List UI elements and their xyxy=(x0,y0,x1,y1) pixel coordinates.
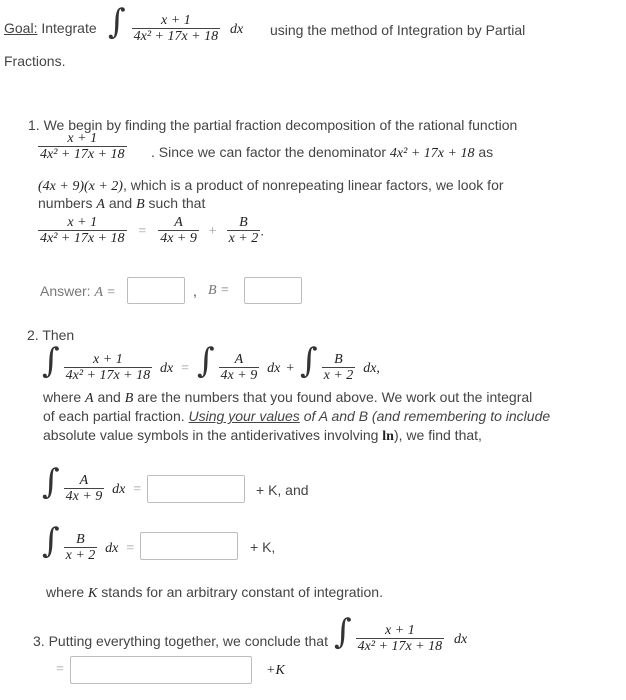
integral-sign-icon: ∫ xyxy=(42,462,60,502)
goal-fractions-text: Fractions. xyxy=(4,53,66,69)
integral-sign-icon: ∫ xyxy=(300,341,318,381)
step2-dx: dx xyxy=(160,361,174,376)
intA-plusK: + K, and xyxy=(256,482,309,498)
intA-numerator: A xyxy=(79,472,89,488)
answer-B-input[interactable] xyxy=(244,277,302,304)
integral-sign-icon: ∫ xyxy=(108,2,126,42)
step1-fraction xyxy=(38,131,127,164)
step2-values-link: Using your values xyxy=(188,408,300,424)
intA-equals: = xyxy=(133,482,142,497)
intB-equals: = xyxy=(126,541,135,556)
step2-K: K xyxy=(88,586,98,601)
goal-numerator: x + 1 xyxy=(161,12,191,28)
answer-A-input[interactable] xyxy=(127,277,185,304)
goal-integrate-text: Integrate xyxy=(41,20,97,36)
step3-plusK: +K xyxy=(266,663,285,678)
step3-dx: dx xyxy=(454,632,468,647)
step1-as-text: as xyxy=(478,144,494,160)
step1-numbers-line xyxy=(38,195,205,213)
integral-B-input[interactable] xyxy=(140,532,238,560)
goal-label-text: Goal: xyxy=(4,20,38,36)
intB-denominator: x + 2 xyxy=(65,548,96,564)
step2-equals: = xyxy=(181,361,190,376)
intA-dx: dx xyxy=(112,482,126,497)
answer-A-label: A = xyxy=(94,285,116,300)
step1-factor-line xyxy=(151,144,493,162)
step2-K-text: stands for an arbitrary constant of integration. xyxy=(101,584,383,600)
step2-and-text: and xyxy=(97,389,121,405)
step2-each-text: of each partial fraction. xyxy=(43,408,185,424)
answer-B-label: B = xyxy=(208,283,230,298)
step2-where-line xyxy=(43,389,532,407)
step1-equation xyxy=(38,215,264,248)
goal-denominator: 4x² + 17x + 18 xyxy=(133,29,219,45)
integral-B xyxy=(42,521,134,565)
step3-denominator: 4x² + 17x + 18 xyxy=(357,639,443,655)
step2-A-ref: A xyxy=(85,391,94,406)
step2-remember-text: of A and B (and remembering to include xyxy=(303,408,551,424)
final-answer-input[interactable] xyxy=(70,656,252,684)
step2-lhs-numerator: x + 1 xyxy=(93,351,123,367)
step2-A-numerator: A xyxy=(234,351,244,367)
eq-lhs-numerator: x + 1 xyxy=(67,215,98,230)
goal-label xyxy=(4,20,97,36)
integral-sign-icon: ∫ xyxy=(42,341,60,381)
eq-B-denominator: x + 2 xyxy=(228,231,259,247)
step1-intro: 1. We begin by finding the partial fraction decomposition of the rational function xyxy=(28,117,518,133)
step2-where-text: where xyxy=(43,389,82,405)
step2-abs-text: absolute value symbols in the antiderivatives involving xyxy=(43,427,379,443)
intA-denominator: 4x + 9 xyxy=(65,489,103,505)
step2-lhs-denominator: 4x² + 17x + 18 xyxy=(65,368,151,384)
step1-numbers-text: numbers xyxy=(38,195,93,211)
intB-plusK: + K, xyxy=(250,539,276,555)
integral-A-input[interactable] xyxy=(147,475,245,503)
step2-abs-line xyxy=(43,427,482,445)
eq-period: . xyxy=(260,222,265,239)
answer-comma: , xyxy=(193,283,197,299)
step3-equals: = xyxy=(56,662,64,677)
step2-K-line xyxy=(46,584,383,602)
step2-B-denominator: x + 2 xyxy=(323,368,354,384)
step1-numerator: x + 1 xyxy=(67,131,98,146)
goal-method-text: using the method of Integration by Partial xyxy=(270,22,526,38)
step1-poly: 4x² + 17x + 18 xyxy=(389,146,475,161)
step2-A-denominator: 4x + 9 xyxy=(220,368,258,384)
eq-lhs-denominator: 4x² + 17x + 18 xyxy=(40,231,125,247)
step1-and-text: and xyxy=(108,195,133,211)
goal-dx: dx xyxy=(230,22,244,37)
step1-such-text: such that xyxy=(148,195,206,211)
step3-integral xyxy=(334,612,467,656)
step3-text: 3. Putting everything together, we conclude that xyxy=(33,633,328,649)
step1-factored-line xyxy=(38,177,504,195)
step1-since-text: . Since we can factor the denominator xyxy=(151,144,387,160)
integral-sign-icon: ∫ xyxy=(42,521,60,561)
step1-B: B xyxy=(136,197,145,212)
step2-then: 2. Then xyxy=(27,327,75,343)
step2-equation xyxy=(42,341,380,385)
answer-text: Answer: xyxy=(40,283,91,299)
step3-numerator: x + 1 xyxy=(385,622,415,638)
step2-values-line xyxy=(43,408,550,424)
goal-fraction xyxy=(132,13,221,46)
integral-sign-icon: ∫ xyxy=(334,612,352,652)
step2-dx-end: dx, xyxy=(363,361,380,376)
step1-product-text: , which is a product of nonrepeating linear factors, we look for xyxy=(122,177,504,193)
step1-factored: (4x + 9)(x + 2) xyxy=(38,179,123,194)
step2-B-ref: B xyxy=(124,391,134,406)
answer-label xyxy=(40,283,116,301)
eq-A-numerator: A xyxy=(174,215,183,230)
step2-plus: + xyxy=(286,361,295,376)
goal-integral xyxy=(108,2,243,46)
step2-B-numerator: B xyxy=(334,351,343,367)
step2-K-where: where xyxy=(46,584,85,600)
step2-work-text: are the numbers that you found above. We work out the integral xyxy=(137,389,533,405)
eq-B-numerator: B xyxy=(239,215,248,230)
step2-dx-A: dx xyxy=(267,361,281,376)
intB-dx: dx xyxy=(105,541,119,556)
integral-A xyxy=(42,462,141,506)
eq-A-denominator: 4x + 9 xyxy=(160,231,197,247)
eq-plus: + xyxy=(208,224,217,240)
eq-equals: = xyxy=(138,224,147,240)
intB-numerator: B xyxy=(76,531,85,547)
step2-find-text: ), we find that, xyxy=(393,427,482,443)
step1-denominator: 4x² + 17x + 18 xyxy=(40,147,125,163)
step2-ln: ln xyxy=(382,429,394,444)
integral-sign-icon: ∫ xyxy=(196,341,215,381)
step1-A: A xyxy=(96,197,105,212)
